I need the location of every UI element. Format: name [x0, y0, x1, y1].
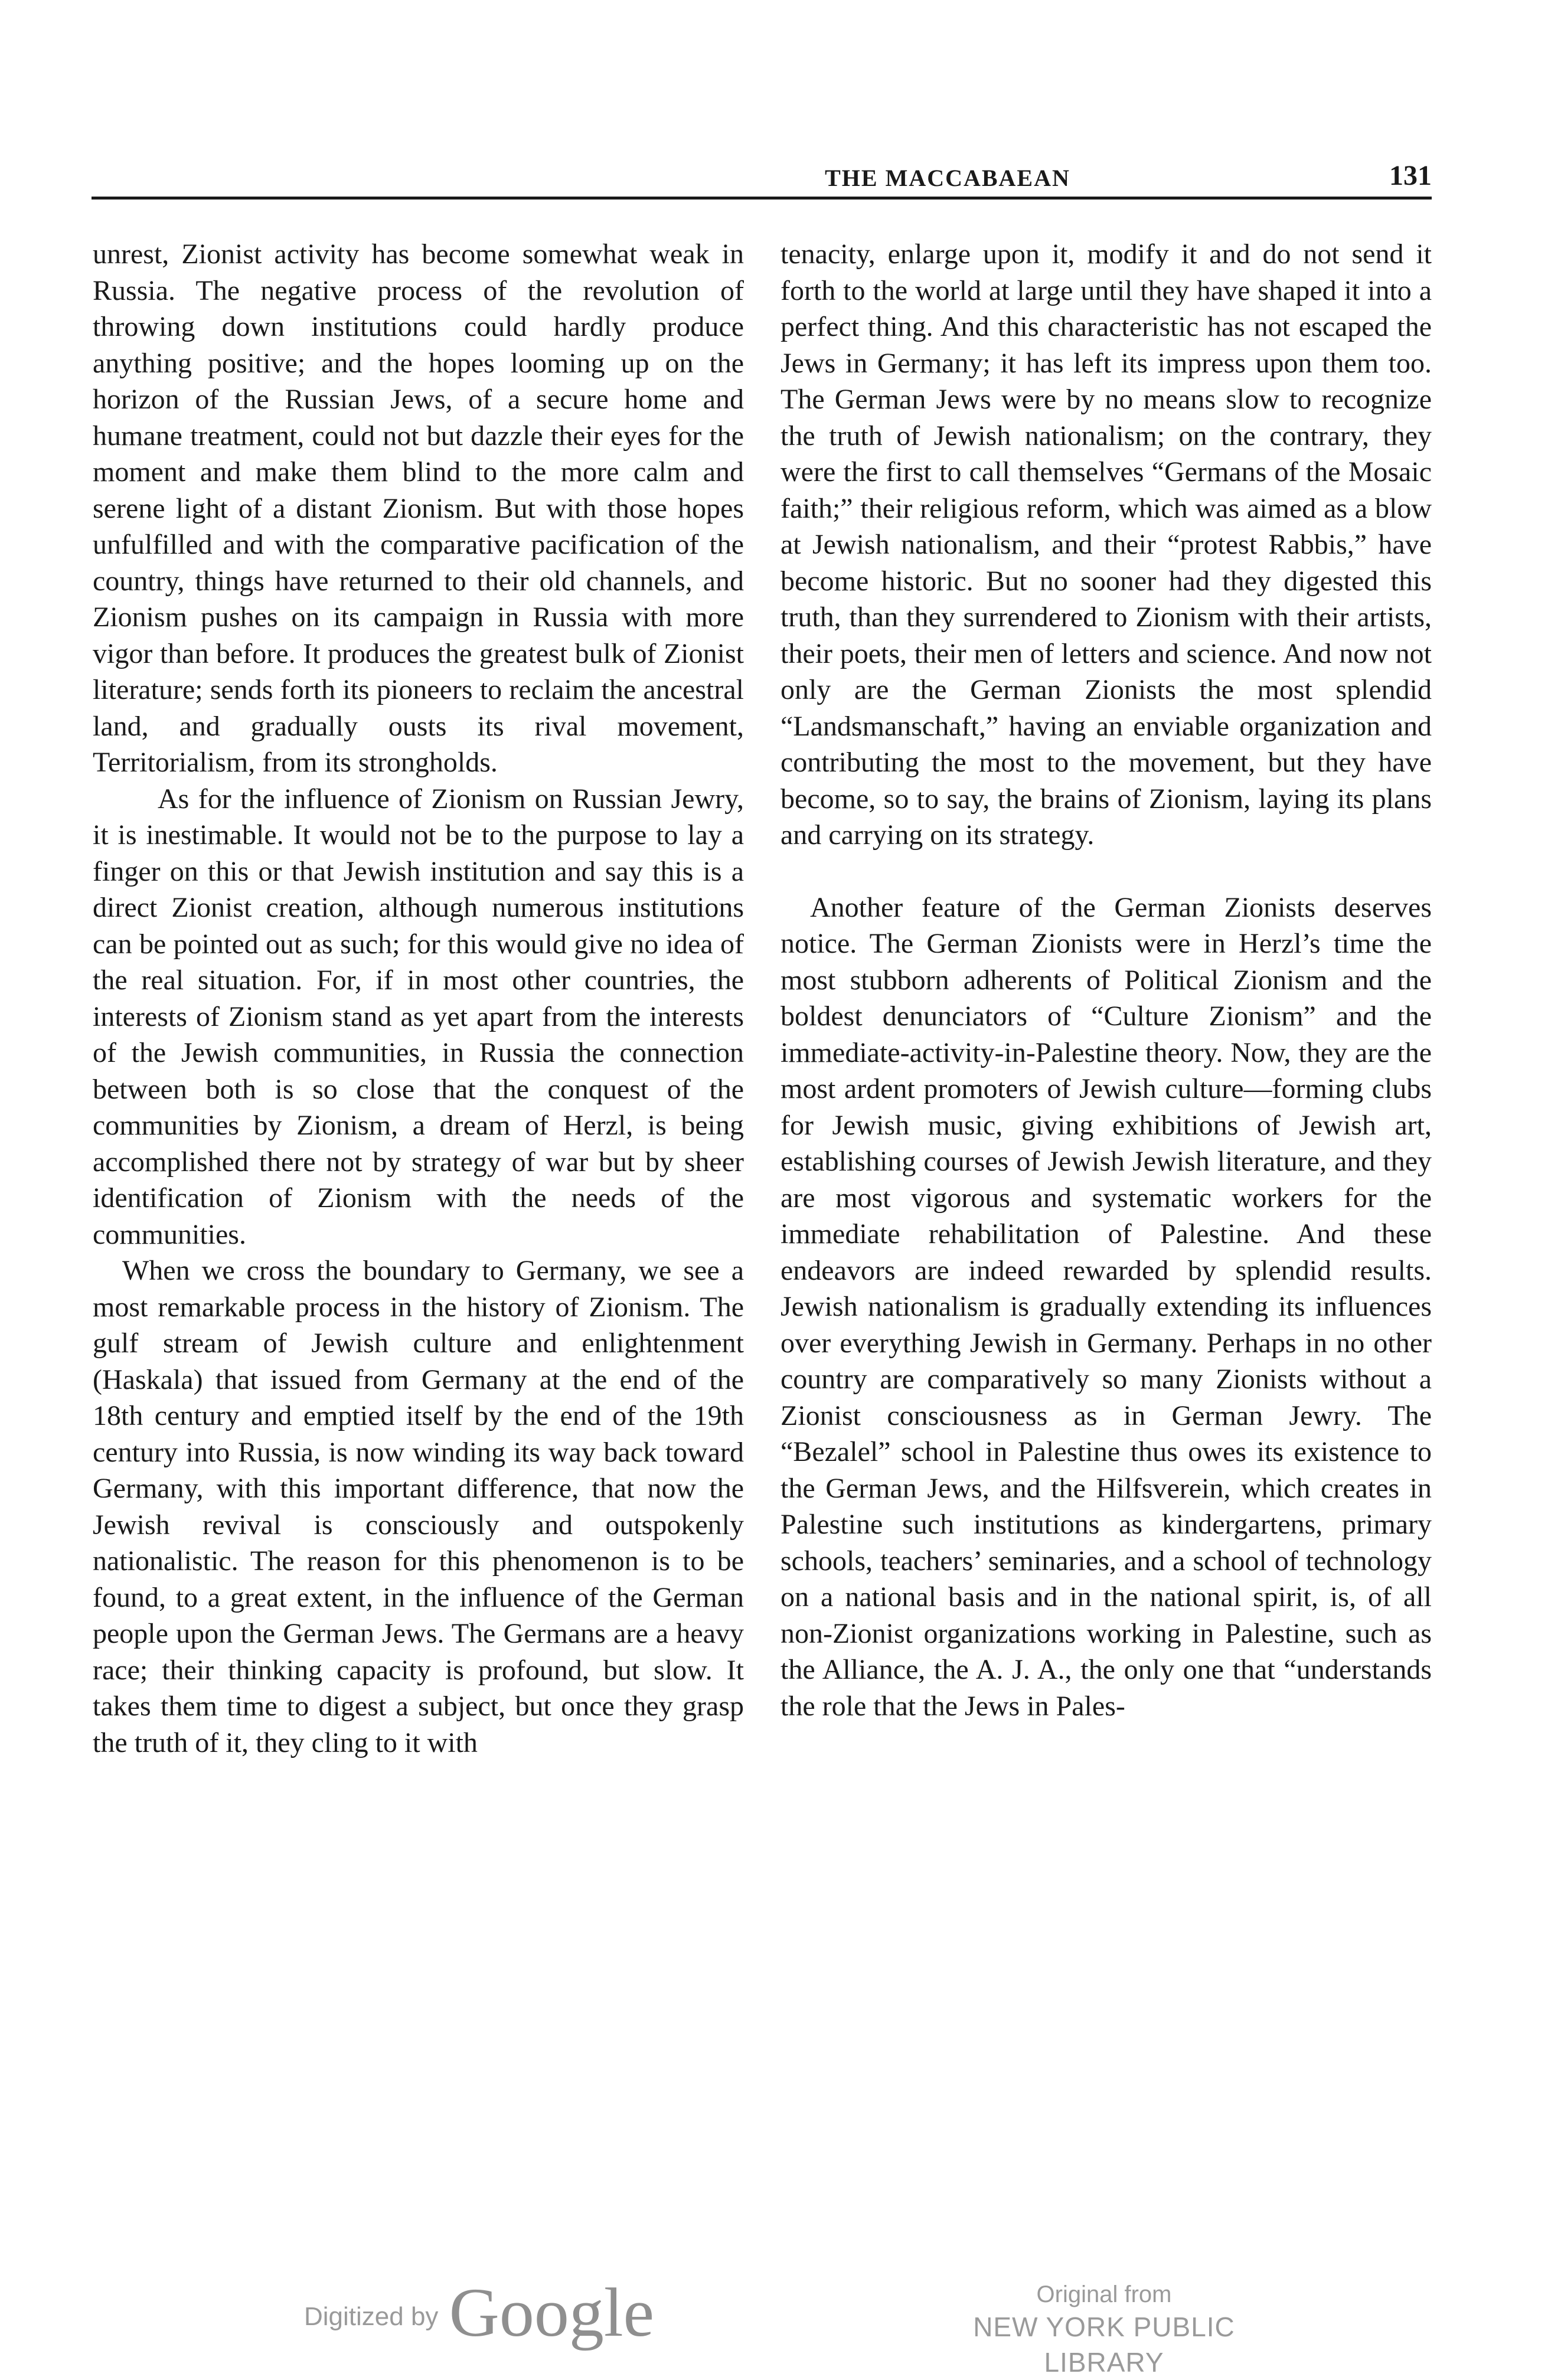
- paragraph: When we cross the boundary to Germany, we see a most remarkable process in the history of Zionism. The gulf stream of Jewish culture and enlightenment (Haskala) that issued from Germany at the end of the 18th century and emptied itself by the end of the 19th century into Russia, is now winding its way back toward Germany, with this important difference, that now the Jewish revival is consciously and outspokenly nationalistic. The reason for this phenomenon is to be found, to a great extent, in the influence of the German people upon the German Jews. The Germans are a heavy race; their thinking capacity is profound, but slow. It takes them time to digest a subject, but once they grasp the truth of it, they cling to it with: [93, 1255, 744, 1758]
- header-rule: [92, 197, 1432, 200]
- paragraph: unrest, Zionist activity has become somewhat weak in Russia. The negative process of the revolution of throwing down institutions could hardly produce anything positive; and the hopes looming up on the horizon of the Russian Jews, of a secure home and humane treatment, could not but dazzle their eyes for the moment and make them blind to the more calm and serene light of a distant Zionism. But with those hopes unfulfilled and with the comparative pacification of the country, things have returned to their old channels, and Zionism pushes on its campaign in Russia with more vigor than before. It produces the greatest bulk of Zionist literature; sends forth its pioneers to reclaim the ancestral land, and gradually ousts its rival movement, Territorialism, from its strongholds.: [93, 238, 744, 778]
- source-watermark: [912, 2280, 1296, 2380]
- running-head: THE MACCABAEAN: [825, 165, 1070, 191]
- right-column: [780, 236, 1432, 1724]
- digitized-by-label: Digitized by: [304, 2302, 439, 2331]
- digitized-by-watermark: [304, 2273, 654, 2353]
- paragraph: tenacity, enlarge upon it, modify it and do not send it forth to the world at large until they have shaped it into a perfect thing. And this characteristic has not escaped the Jews in Germany; it has left its impress upon them too. The German Jews were by no means slow to recognize the truth of Jewish nationalism; on the contrary, they were the first to call themselves “Germans of the Mosaic faith;” their religious reform, which was aimed as a blow at Jewish nationalism, and their “protest Rabbis,” have become historic. But no sooner had they digested this truth, than they surrendered to Zionism with their artists, their poets, their men of letters and science. And now not only are the German Zionists the most splendid “Landsmanschaft,” having an enviable organization and contributing the most to the movement, but they have become, so to say, the brains of Zionism, laying its plans and carrying on its strategy.: [780, 238, 1432, 851]
- google-logo: Google: [449, 2274, 655, 2351]
- paragraph: As for the influence of Zionism on Russian Jewry, it is inestimable. It would not be to the purpose to lay a finger on this or that Jewish institution and say this is a direct Zionist creation, although numerous institutions can be pointed out as such; for this would give no idea of the real situation. For, if in most other countries, the interests of Zionism stand as yet apart from the interests of the Jewish communities, in Russia the connection between both is so close that the conquest of the communities by Zionism, a dream of Herzl, is being accomplished there not by strategy of war but by sheer identification of Zionism with the needs of the communities.: [93, 783, 744, 1250]
- library-name: NEW YORK PUBLIC LIBRARY: [973, 2312, 1235, 2378]
- left-column: [93, 236, 744, 1761]
- page-header: [92, 159, 1432, 195]
- paragraph: Another feature of the German Zionists deserves notice. The German Zionists were in Herzl’s time the most stubborn adherents of Political Zionism and the boldest denunciators of “Culture Zionism” and the immediate-activity-in-Palestine theory. Now, they are the most ardent promoters of Jewish culture—forming clubs for Jewish music, giving exhibitions of Jewish art, establishing courses of Jewish Jewish literature, and they are most vigorous and systematic workers for the immediate rehabilitation of Palestine. And these endeavors are indeed rewarded by splendid results. Jewish nationalism is gradually extending its influences over everything Jewish in Germany. Perhaps in no other country are comparatively so many Zionists without a Zionist consciousness as in German Jewry. The “Bezalel” school in Palestine thus owes its existence to the German Jews, and the Hilfsverein, which creates in Palestine such institutions as kindergartens, primary schools, teachers’ seminaries, and a school of technology on a national basis and in the national spirit, is, of all non-Zionist organizations working in Palestine, such as the Alliance, the A. J. A., the only one that “understands the role that the Jews in Pales-: [780, 891, 1432, 1722]
- page-number: 131: [1389, 160, 1432, 191]
- original-from-label: Original from: [1036, 2281, 1172, 2307]
